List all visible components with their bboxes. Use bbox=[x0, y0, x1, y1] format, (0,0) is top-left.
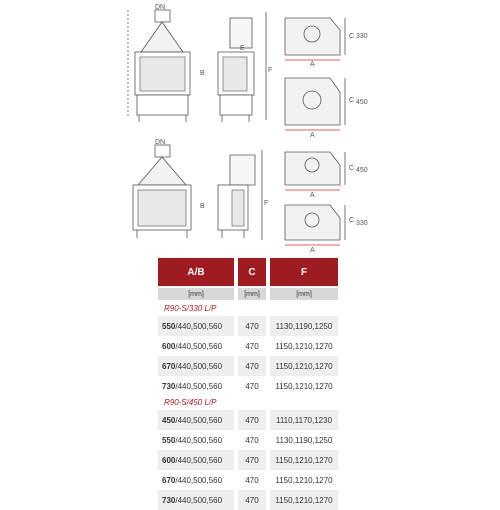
group-title: R90-S/330 L/P bbox=[164, 303, 217, 313]
cell-ab: 550 /440,500,560 bbox=[158, 316, 234, 336]
cell-c: 470 bbox=[245, 435, 259, 445]
front-view-2 bbox=[133, 145, 191, 238]
cell-f: 1130,1190,1250 bbox=[270, 316, 338, 336]
cell-c: 470 bbox=[238, 450, 266, 470]
b-label-1: B bbox=[200, 70, 205, 77]
table-row bbox=[158, 410, 338, 430]
a-label-3: A bbox=[310, 192, 315, 199]
c-label-1: C bbox=[349, 33, 355, 40]
cell-c: 470 bbox=[238, 316, 266, 336]
a-label-1: A bbox=[310, 61, 315, 68]
unit-c: [mm] bbox=[238, 288, 266, 300]
a-label-2: A bbox=[310, 132, 315, 139]
header-c: C bbox=[238, 258, 266, 286]
plan-view-2 bbox=[285, 78, 345, 130]
cell-ab: 600 /440,500,560 bbox=[162, 341, 223, 351]
a-label-4: A bbox=[310, 247, 315, 254]
table-row bbox=[158, 450, 338, 470]
plan-view-1 bbox=[285, 18, 345, 60]
c-label-4: C bbox=[349, 217, 355, 224]
c-label-2: C bbox=[349, 97, 355, 104]
header-ab: A/B bbox=[158, 258, 234, 286]
table-row bbox=[158, 490, 338, 510]
cell-f: 1130,1190,1250 bbox=[275, 435, 333, 445]
cell-f: 1150,1210,1270 bbox=[270, 490, 338, 510]
e-label: E bbox=[240, 45, 245, 52]
group-title: R90-S/450 L/P bbox=[164, 397, 217, 407]
unit-f: [mm] bbox=[270, 288, 338, 300]
cell-ab: 670 /440,500,560 bbox=[158, 356, 234, 376]
cell-ab: 670 /440,500,560 bbox=[162, 475, 223, 485]
b-label-2: B bbox=[200, 203, 205, 210]
table-row bbox=[158, 376, 338, 396]
cell-c: 470 bbox=[245, 475, 259, 485]
side-view-1 bbox=[218, 12, 266, 122]
side-view-2 bbox=[218, 150, 262, 240]
dim-330-1: 330 bbox=[356, 33, 368, 40]
cell-f: 1150,1210,1270 bbox=[275, 341, 333, 351]
cell-f: 1110,1170,1230 bbox=[270, 410, 338, 430]
cell-c: 470 bbox=[238, 356, 266, 376]
front-view-1 bbox=[128, 10, 190, 122]
cell-ab: 550 /440,500,560 bbox=[162, 435, 223, 445]
cell-f: 1150,1210,1270 bbox=[275, 381, 333, 391]
dim-450-2: 450 bbox=[356, 167, 368, 174]
cell-c: 470 bbox=[245, 341, 259, 351]
f-label-2: F bbox=[264, 200, 269, 207]
f-label-1: F bbox=[268, 67, 273, 74]
dim-450-1: 450 bbox=[356, 99, 368, 106]
plan-view-3 bbox=[285, 152, 345, 190]
cell-f: 1150,1210,1270 bbox=[270, 356, 338, 376]
dn-label-1: DN bbox=[155, 4, 166, 11]
cell-f: 1150,1210,1270 bbox=[270, 450, 338, 470]
unit-ab: [mm] bbox=[158, 288, 234, 300]
c-label-3: C bbox=[349, 165, 355, 172]
cell-c: 470 bbox=[245, 381, 259, 391]
table-row bbox=[158, 430, 338, 450]
plan-view-4 bbox=[285, 205, 345, 245]
cell-ab: 730 /440,500,560 bbox=[158, 490, 234, 510]
cell-c: 470 bbox=[238, 490, 266, 510]
cell-ab: 730 /440,500,560 bbox=[162, 381, 223, 391]
cell-ab: 450 /440,500,560 bbox=[158, 410, 234, 430]
table-row bbox=[158, 336, 338, 356]
table-row bbox=[158, 356, 338, 376]
cell-f: 1150,1210,1270 bbox=[275, 475, 333, 485]
dn-label-2: DN bbox=[155, 139, 166, 146]
header-f: F bbox=[270, 258, 338, 286]
cell-c: 470 bbox=[238, 410, 266, 430]
dim-330-2: 330 bbox=[356, 220, 368, 227]
table-row bbox=[158, 316, 338, 336]
table-row bbox=[158, 470, 338, 490]
cell-ab: 600 /440,500,560 bbox=[158, 450, 234, 470]
